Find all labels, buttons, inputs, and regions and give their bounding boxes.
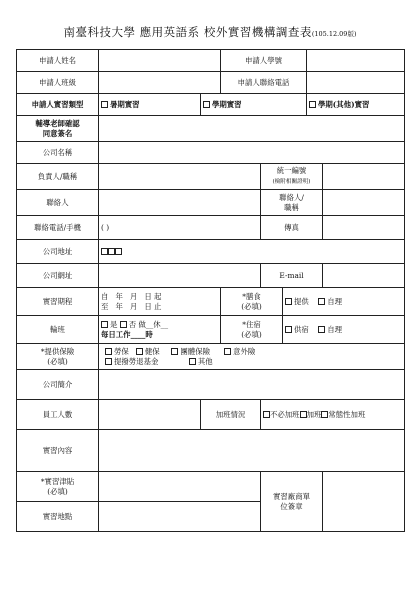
field-email[interactable] — [323, 264, 405, 288]
label-responsible: 負責人/職稱 — [17, 164, 99, 190]
field-tax-id[interactable] — [323, 164, 405, 190]
page-title — [0, 24, 420, 40]
checkbox-icon[interactable] — [263, 411, 270, 418]
field-class[interactable] — [99, 72, 221, 94]
field-contact-title[interactable] — [323, 190, 405, 216]
option-shift-no[interactable]: 否 做__休__ — [120, 320, 168, 329]
row-content — [17, 430, 405, 472]
label-email: E-mail — [261, 264, 323, 288]
label-contact-person: 聯絡人 — [17, 190, 99, 216]
field-website[interactable] — [99, 264, 261, 288]
label-company-intro: 公司簡介 — [17, 370, 99, 400]
checkbox-icon[interactable] — [285, 298, 292, 305]
row-class-phone — [17, 72, 405, 94]
row-stipend — [17, 472, 405, 502]
option-meals-self[interactable]: 自理 — [318, 297, 342, 306]
label-address: 公司地址 — [17, 240, 99, 264]
field-stipend[interactable] — [99, 472, 261, 502]
label-shift: 輪班 — [17, 316, 99, 344]
label-student-id: 申請人學號 — [221, 50, 307, 72]
label-company-name: 公司名稱 — [17, 142, 99, 164]
field-meals — [283, 288, 405, 316]
label-contact-title: 聯絡人/ 職稱 — [261, 190, 323, 216]
field-responsible[interactable] — [99, 164, 261, 190]
option-health-insurance[interactable]: 健保 — [136, 347, 160, 356]
option-lodging-provided[interactable]: 供宿 — [285, 325, 309, 334]
postal-box-icon[interactable] — [115, 248, 122, 255]
label-phone-mobile: 聯絡電話/手機 — [17, 216, 99, 240]
field-insurance — [99, 344, 405, 370]
row-advisor-signature — [17, 116, 405, 142]
label-fax: 傳真 — [261, 216, 323, 240]
field-overtime — [261, 400, 405, 430]
row-internship-type — [17, 94, 405, 116]
option-pension-fund[interactable]: 提撥勞退基金 — [105, 357, 158, 366]
checkbox-icon[interactable] — [318, 326, 325, 333]
field-employees[interactable] — [99, 400, 201, 430]
row-period-meals — [17, 288, 405, 316]
field-daily-hours[interactable]: 每日工作____時 — [101, 329, 153, 339]
row-employees-overtime — [17, 400, 405, 430]
label-internship-type: 申請人實習類型 — [17, 94, 99, 116]
checkbox-icon[interactable] — [171, 348, 178, 355]
checkbox-icon[interactable] — [105, 358, 112, 365]
row-insurance — [17, 344, 405, 370]
field-lodging — [283, 316, 405, 344]
option-overtime[interactable]: 加班 — [300, 410, 322, 419]
postal-box-icon[interactable] — [101, 248, 108, 255]
label-content: 實習內容 — [17, 430, 99, 472]
field-location[interactable] — [99, 502, 261, 532]
label-advisor-signature: 輔導老師確認 同意簽名 — [17, 116, 99, 142]
postal-box-icon[interactable] — [108, 248, 115, 255]
checkbox-icon[interactable] — [285, 326, 292, 333]
checkbox-icon[interactable] — [300, 411, 307, 418]
field-period[interactable]: 自 年 月 日 起 至 年 月 日 止 — [99, 288, 221, 316]
field-company-intro[interactable] — [99, 370, 405, 400]
option-group-insurance[interactable]: 團體保險 — [171, 347, 210, 356]
option-shift-yes[interactable]: 是 — [101, 320, 117, 329]
label-tax-id: 統一編號 (檢附相關證明) — [261, 164, 323, 190]
option-summer-internship[interactable]: 暑期實習 — [99, 94, 201, 116]
title-version: (105.12.09版) — [311, 30, 357, 38]
field-applicant-name[interactable] — [99, 50, 221, 72]
label-company-seal: 實習廠商單 位簽章 — [261, 472, 323, 532]
row-name-id — [17, 50, 405, 72]
checkbox-icon[interactable] — [189, 358, 196, 365]
label-applicant-name: 申請人姓名 — [17, 50, 99, 72]
label-meals: *膳食 (必填) — [221, 288, 283, 316]
title-main: 南臺科技大學 應用英語系 校外實習機構調查表 — [63, 25, 312, 39]
field-phone-mobile[interactable]: ( ) — [99, 216, 261, 240]
field-content[interactable] — [99, 430, 405, 472]
row-address — [17, 240, 405, 264]
row-website-email — [17, 264, 405, 288]
field-fax[interactable] — [323, 216, 405, 240]
row-contact-person — [17, 190, 405, 216]
checkbox-icon[interactable] — [136, 348, 143, 355]
label-website: 公司網址 — [17, 264, 99, 288]
checkbox-icon[interactable] — [105, 348, 112, 355]
checkbox-icon[interactable] — [309, 101, 316, 108]
row-responsible-taxid — [17, 164, 405, 190]
row-phone-fax — [17, 216, 405, 240]
survey-form-table — [16, 49, 405, 532]
checkbox-icon[interactable] — [203, 101, 210, 108]
option-regular-overtime[interactable]: 常態性加班 — [321, 410, 365, 419]
option-semester-internship[interactable]: 學期實習 — [201, 94, 307, 116]
row-shift-lodging — [17, 316, 405, 344]
field-company-seal[interactable] — [323, 472, 405, 532]
field-shift — [99, 316, 221, 344]
option-meals-provided[interactable]: 提供 — [285, 297, 309, 306]
row-company-name — [17, 142, 405, 164]
label-location: 實習地點 — [17, 502, 99, 532]
label-stipend: *實習津貼 (必填) — [17, 472, 99, 502]
checkbox-icon[interactable] — [318, 298, 325, 305]
option-insurance-other[interactable]: 其他 — [189, 357, 213, 366]
option-no-overtime[interactable]: 不必加班 — [263, 410, 300, 419]
field-student-id[interactable] — [307, 50, 405, 72]
checkbox-icon[interactable] — [120, 321, 127, 328]
field-contact-phone[interactable] — [307, 72, 405, 94]
field-advisor-signature[interactable] — [99, 116, 405, 142]
option-other-semester-internship[interactable]: 學期(其他)實習 — [307, 94, 405, 116]
field-company-name[interactable] — [99, 142, 405, 164]
label-lodging: *住宿 (必填) — [221, 316, 283, 344]
label-employees: 員工人數 — [17, 400, 99, 430]
label-class: 申請人班級 — [17, 72, 99, 94]
field-address[interactable] — [99, 240, 405, 264]
checkbox-icon[interactable] — [101, 321, 108, 328]
option-labor-insurance[interactable]: 勞保 — [105, 347, 129, 356]
checkbox-icon[interactable] — [101, 101, 108, 108]
option-accident-insurance[interactable]: 意外險 — [224, 347, 255, 356]
label-contact-phone: 申請人聯絡電話 — [221, 72, 307, 94]
field-contact-person[interactable] — [99, 190, 261, 216]
label-period: 實習期程 — [17, 288, 99, 316]
option-lodging-self[interactable]: 自理 — [318, 325, 342, 334]
row-company-intro — [17, 370, 405, 400]
label-overtime: 加班情況 — [201, 400, 261, 430]
label-insurance: *提供保險 (必填) — [17, 344, 99, 370]
checkbox-icon[interactable] — [224, 348, 231, 355]
